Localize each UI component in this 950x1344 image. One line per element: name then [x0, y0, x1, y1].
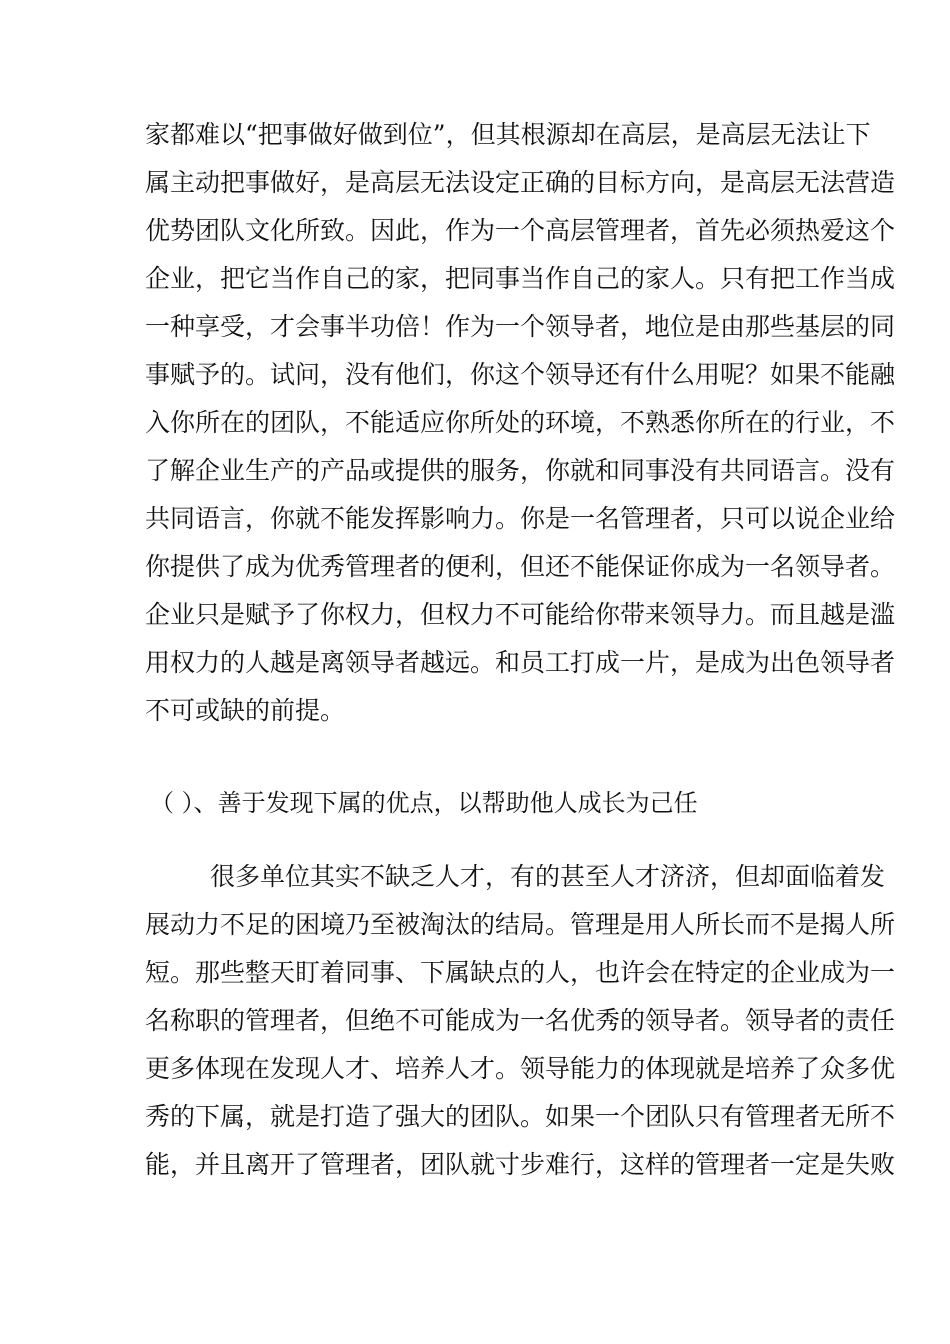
paragraph1-line: 你提供了成为优秀管理者的便利，但还不能保证你成为一名领导者。 [145, 552, 896, 581]
paragraph1-line: 企业只是赋予了你权力，但权力不可能给你带来领导力。而且越是滥 [145, 600, 896, 629]
section-heading: （ ）、善于发现下属的优点，以帮助他人成长为己任 [150, 789, 698, 817]
paragraph1-line: 入你所在的团队，不能适应你所处的环境，不熟悉你所在的行业，不 [145, 408, 896, 437]
paragraph1-line: 属主动把事做好，是高层无法设定正确的目标方向，是高层无法营造 [145, 168, 896, 197]
paragraph1-line: 企业，把它当作自己的家，把同事当作自己的家人。只有把工作当成 [145, 264, 896, 293]
paragraph2-line: 名称职的管理者，但绝不可能成为一名优秀的领导者。领导者的责任 [145, 1006, 896, 1035]
paragraph1-line: 优势团队文化所致。因此，作为一个高层管理者，首先必须热爱这个 [145, 216, 896, 245]
paragraph1-line: 一种享受，才会事半功倍！作为一个领导者，地位是由那些基层的同 [145, 312, 896, 341]
paragraph2-line: 短。那些整天盯着同事、下属缺点的人，也许会在特定的企业成为一 [145, 958, 896, 987]
paragraph1-line: 共同语言，你就不能发挥影响力。你是一名管理者，只可以说企业给 [145, 504, 896, 533]
paragraph2-line: 能，并且离开了管理者，团队就寸步难行，这样的管理者一定是失败 [145, 1150, 896, 1179]
paragraph2-line: 展动力不足的困境乃至被淘汰的结局。管理是用人所长而不是揭人所 [145, 910, 896, 939]
paragraph2-line: 更多体现在发现人才、培养人才。领导能力的体现就是培养了众多优 [145, 1054, 896, 1083]
paragraph1-line: 不可或缺的前提。 [145, 696, 346, 725]
paragraph1-line: 了解企业生产的产品或提供的服务，你就和同事没有共同语言。没有 [145, 456, 896, 485]
paragraph2-line: 很多单位其实不缺乏人才，有的甚至人才济济，但却面临着发 [210, 862, 886, 891]
paragraph2-line: 秀的下属，就是打造了强大的团队。如果一个团队只有管理者无所不 [145, 1102, 896, 1131]
paragraph1-line: 事赋予的。试问，没有他们，你这个领导还有什么用呢？如果不能融 [145, 360, 896, 389]
paragraph1-line: 用权力的人越是离领导者越远。和员工打成一片，是成为出色领导者 [145, 648, 896, 677]
paragraph1-line: 家都难以“把事做好做到位”，但其根源却在高层，是高层无法让下 [145, 120, 871, 149]
